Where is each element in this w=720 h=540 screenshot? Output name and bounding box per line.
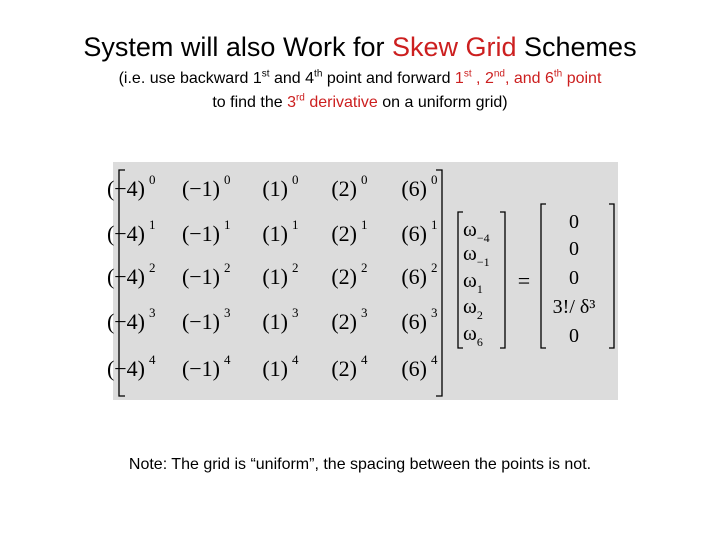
- subtitle-text: point and forward: [322, 70, 455, 87]
- matrix-exponent: 4: [149, 352, 156, 367]
- matrix-entry: (−1): [181, 309, 220, 334]
- matrix-entry: (6): [401, 176, 427, 201]
- matrix-entry: (−1): [181, 221, 220, 246]
- superscript: th: [553, 68, 563, 80]
- matrix-exponent: 0: [224, 172, 231, 187]
- matrix-exponent: 0: [361, 172, 368, 187]
- rhs-entry: 0: [569, 267, 579, 289]
- weight-base: ω: [463, 268, 477, 292]
- matrix-exponent: 3: [431, 305, 438, 320]
- matrix-equation: [106, 162, 618, 400]
- superscript: st: [261, 68, 270, 80]
- matrix-exponent: 3: [292, 305, 299, 320]
- matrix-exponent: 2: [361, 260, 368, 275]
- subtitle-line-2: [0, 92, 720, 114]
- matrix-entry: (1): [262, 176, 288, 201]
- weights-bracket-close: [500, 212, 505, 348]
- matrix-entry: (1): [262, 309, 288, 334]
- equals-sign: =: [517, 268, 531, 293]
- weight-subscript: −1: [476, 255, 490, 269]
- note-text: Note: The grid is “uniform”, the spacing between the points is not.: [128, 456, 592, 473]
- title-highlight: Skew Grid: [391, 32, 517, 62]
- weight-base: ω: [463, 294, 477, 318]
- weight-subscript: 6: [476, 335, 483, 349]
- matrix-entry: (6): [401, 309, 427, 334]
- matrix-entry: (2): [331, 221, 357, 246]
- title-text-end: Schemes: [516, 32, 637, 62]
- matrix-exponent: 4: [292, 352, 299, 367]
- matrix-exponent: 0: [149, 172, 156, 187]
- subtitle-highlight: [455, 70, 601, 87]
- matrix-exponent: 3: [224, 305, 231, 320]
- matrix-exponent: 2: [149, 260, 156, 275]
- matrix-exponent: 1: [224, 217, 231, 232]
- matrix-entry: (−4): [106, 356, 145, 381]
- matrix-entry: (−4): [106, 221, 145, 246]
- superscript: st: [463, 68, 472, 80]
- weight-subscript: −4: [476, 231, 490, 245]
- subtitle-highlight-text: derivative: [304, 94, 378, 111]
- matrix-exponent: 1: [292, 217, 299, 232]
- weight-subscript: 1: [476, 282, 483, 296]
- weight-symbol: [463, 321, 483, 349]
- matrix-exponent: 2: [292, 260, 299, 275]
- matrix-exponent: 1: [361, 217, 368, 232]
- matrix-exponent: 2: [431, 260, 438, 275]
- matrix-exponent: 0: [292, 172, 299, 187]
- matrix-entry: (2): [331, 264, 357, 289]
- superscript: nd: [493, 68, 505, 80]
- rhs-bracket-close: [609, 204, 614, 348]
- matrix-exponent: 3: [149, 305, 156, 320]
- matrix-exponent: 4: [361, 352, 368, 367]
- subtitle-text: and 4: [269, 70, 315, 87]
- matrix-exponent: 4: [431, 352, 438, 367]
- matrix-exponent: 1: [431, 217, 438, 232]
- matrix-entry: (−1): [181, 264, 220, 289]
- matrix-entry: (1): [262, 356, 288, 381]
- title-text: System will also Work for: [83, 32, 392, 62]
- weight-subscript: 2: [476, 308, 483, 322]
- weight-base: ω: [463, 241, 477, 265]
- matrix-entry: (6): [401, 356, 427, 381]
- matrix-entry: (2): [331, 356, 357, 381]
- matrix-entry: (−4): [106, 264, 145, 289]
- subtitle-line-1: [0, 68, 720, 90]
- rhs-entry: 3!/ δ³: [552, 296, 596, 318]
- subtitle-highlight-text: , and 6: [504, 70, 554, 87]
- subtitle-highlight: [287, 94, 378, 111]
- subtitle-text: (i.e. use backward 1: [118, 70, 262, 87]
- matrix-svg: [106, 162, 618, 400]
- matrix-entry: (6): [401, 264, 427, 289]
- matrix-entry: (6): [401, 221, 427, 246]
- matrix-entry: (−4): [106, 309, 145, 334]
- rhs-entry: 0: [569, 325, 579, 347]
- weight-base: ω: [463, 321, 477, 345]
- subtitle-text: to find the: [212, 94, 288, 111]
- superscript: th: [314, 68, 323, 80]
- matrix-entry: (−4): [106, 176, 145, 201]
- weight-symbol: [463, 268, 483, 296]
- matrix-exponent: 2: [224, 260, 231, 275]
- slide-title: [0, 30, 720, 64]
- rhs-bracket-open: [541, 204, 546, 348]
- subtitle-highlight-text: 3: [287, 94, 296, 111]
- matrix-entry: (2): [331, 176, 357, 201]
- subtitle-highlight-text: , 2: [471, 70, 494, 87]
- superscript: rd: [295, 92, 305, 104]
- matrix-entry: (−1): [181, 176, 220, 201]
- weight-symbol: [463, 241, 490, 269]
- subtitle-highlight-text: point: [562, 70, 602, 87]
- subtitle-highlight-text: 1: [454, 70, 464, 87]
- weight-base: ω: [463, 217, 477, 241]
- matrix-exponent: 1: [149, 217, 156, 232]
- matrix-exponent: 4: [224, 352, 231, 367]
- matrix-entry: (2): [331, 309, 357, 334]
- matrix-exponent: 3: [361, 305, 368, 320]
- matrix-entry: (1): [262, 221, 288, 246]
- weight-symbol: [463, 294, 483, 322]
- rhs-entry: 0: [569, 238, 579, 260]
- matrix-entry: (−1): [181, 356, 220, 381]
- subtitle-text: on a uniform grid): [377, 94, 508, 111]
- rhs-entry: 0: [569, 211, 579, 233]
- matrix-exponent: 0: [431, 172, 438, 187]
- matrix-entry: (1): [262, 264, 288, 289]
